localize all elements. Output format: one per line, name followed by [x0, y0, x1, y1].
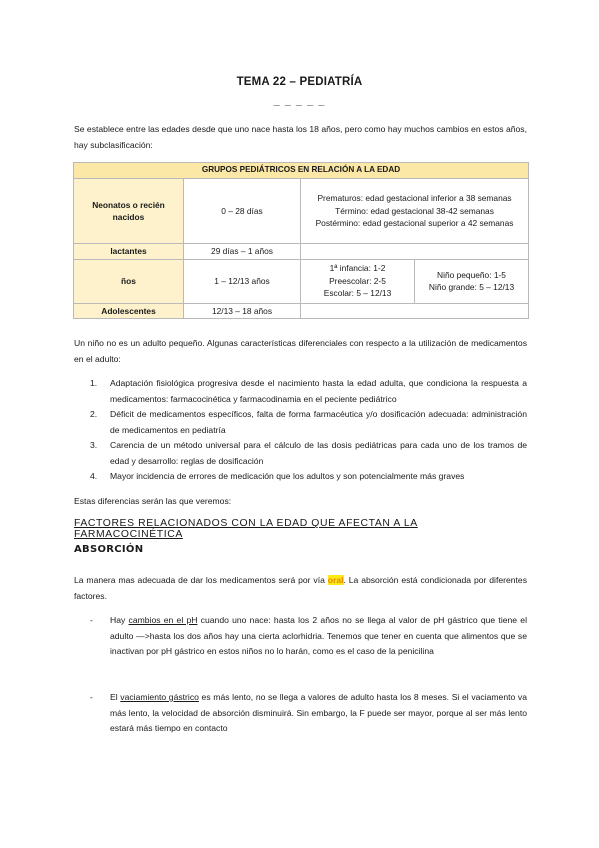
list-text: Adaptación fisiológica progresiva desde el nacimiento hasta la edad adulta, que condiciona la respuesta a medicamentos: farmacocinética y farmacodinamia en el peciente pediátrico [110, 378, 527, 404]
sub-infancia: 1ª infancia: 1-2 [329, 263, 386, 274]
table-header: GRUPOS PEDIÁTRICOS EN RELACIÓN A LA EDAD [74, 163, 529, 179]
list-item [74, 438, 527, 469]
cell-age-adolescentes: 12/13 – 18 años [184, 303, 301, 319]
list-item [74, 469, 527, 485]
cell-age-ninos: 1 – 12/13 años [184, 259, 301, 303]
paragraph-closing: Estas diferencias serán las que veremos: [74, 496, 232, 506]
pediatric-groups-table [73, 162, 529, 319]
sub-nino-pequeno: Niño pequeño: 1-5 [437, 269, 506, 280]
bullet-dash: - [90, 615, 93, 625]
absorption-text-pre: La manera mas adecuada de dar los medicamentos será por vía [74, 575, 328, 585]
paragraph-differences: Un niño no es un adulto pequeño. Algunas características diferenciales con respecto a la utilización de medicamentos en el adulto: [74, 338, 527, 364]
bullet-dash: - [90, 692, 93, 702]
highlight-oral: oral [327, 575, 344, 585]
list-number: 3. [90, 440, 98, 450]
list-text: Carencia de un método universal para el cálculo de las dosis pediátricas para cada uno de los tramos de edad y desarrollo: reglas de dosificación [110, 440, 527, 466]
list-number: 1. [90, 378, 98, 388]
cell-sub-neonatos [301, 179, 529, 244]
cell-sub-ninos-b [415, 259, 529, 303]
list-text: Déficit de medicamentos específicos, falta de forma farmacéutica y/o dosificación adecuada: administración de medicamentos en pediatría [110, 409, 527, 435]
cell-age-lactantes: 29 días – 1 años [184, 244, 301, 260]
sub-nino-grande: Niño grande: 5 – 12/13 [428, 282, 515, 292]
row-label-adolescentes: Adolescentes [74, 303, 184, 319]
cell-sub-ninos-a [301, 259, 415, 303]
sub-prematuros: Prematuros: edad gestacional inferior a 38 semanas [317, 193, 512, 204]
list-number: 4. [90, 471, 98, 481]
page-title: TEMA 22 – PEDIATRÍA [236, 76, 363, 88]
row-label-neonatos: Neonatos o recién nacidos [74, 179, 184, 244]
bullet-text-pre: Hay [110, 615, 129, 625]
cell-age-neonatos: 0 – 28 días [184, 179, 301, 244]
sub-postermino: Postérmino: edad gestacional superior a 42 semanas [315, 218, 514, 229]
absorption-text-post: . La absorción está condicionada por diferentes factores. [74, 575, 527, 601]
absorption-paragraph [74, 573, 527, 604]
list-number: 2. [90, 409, 98, 419]
bullet-vaciamiento [74, 690, 527, 737]
sub-escolar: Escolar: 5 – 12/13 [323, 288, 392, 299]
list-item [74, 407, 527, 438]
list-item [74, 376, 527, 407]
cell-sub-adolescentes [301, 303, 529, 319]
intro-paragraph: Se establece entre las edades desde que uno nace hasta los 18 años, pero como hay muchos cambios en estos años, hay subclasificación: [74, 124, 527, 150]
sub-preescolar: Preescolar: 2-5 [329, 275, 386, 286]
bullet-underlined: cambios en el pH [128, 615, 198, 625]
section-heading: FACTORES RELACIONADOS CON LA EDAD QUE AFECTAN A LA FARMACOCINÉTICA [74, 518, 418, 540]
bullet-text-pre: El [110, 692, 121, 702]
title-separator: _ _ _ _ _ [273, 95, 326, 107]
bullet-text-post: es más lento, no se llega a valores de adulto hasta los 8 meses. Si el vaciamento va más lento, la velocidad de absorción disminuirá. Sin embargo, la F puede ser mayor, porque al ser más lento estará más tiempo en contacto [110, 692, 528, 733]
cell-sub-lactantes [301, 244, 529, 260]
list-text: Mayor incidencia de errores de medicación que los adultos y son potencialmente más graves [110, 471, 465, 481]
bullet-underlined: vaciamiento gástrico [120, 692, 199, 702]
subsection-heading: ABSORCIÓN [74, 544, 144, 555]
row-label-lactantes: lactantes [74, 244, 184, 260]
row-label-ninos: ños [74, 259, 184, 303]
numbered-list [74, 376, 527, 485]
sub-termino: Término: edad gestacional 38-42 semanas [335, 205, 494, 216]
bullet-text-post: cuando uno nace: hasta los 2 años no se llega al valor de pH gástrico que tiene el adulto —>hasta los dos años hay una cierta aclorhidria. Tenemos que tener en cuenta que alimentos que se inactivan por pH gástrico en estos niños no lo harán, como es el caso de la penicilina [110, 615, 527, 656]
bullet-ph [74, 613, 527, 660]
list-item [74, 690, 527, 737]
list-item [74, 613, 527, 660]
